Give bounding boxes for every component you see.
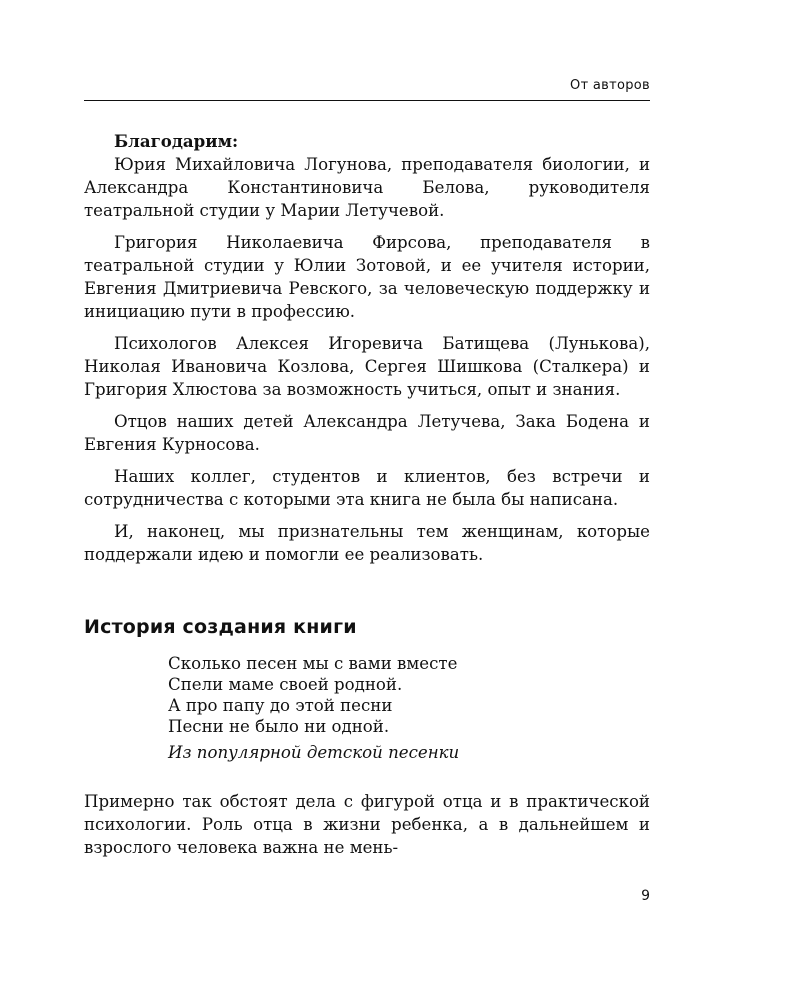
- paragraph: Наших коллег, студентов и клиентов, без встречи и сотрудничества с которыми эта книга не была бы написана.: [84, 467, 650, 509]
- epigraph: [168, 653, 459, 763]
- epigraph-line: Спели маме своей родной.: [168, 675, 403, 694]
- running-head: От авторов: [570, 78, 650, 93]
- header-rule: [84, 100, 650, 101]
- paragraph: Отцов наших детей Александра Летучева, Зака Бодена и Евгения Курносова.: [84, 412, 650, 454]
- section-heading: История создания книги: [84, 616, 357, 638]
- page-number: 9: [641, 888, 650, 904]
- epigraph-line: Сколько песен мы с вами вместе: [168, 654, 458, 673]
- epigraph-line: Песни не было ни одной.: [168, 717, 390, 736]
- acknowledgements-block: [84, 130, 650, 566]
- body-text-block: [84, 790, 650, 859]
- paragraph: И, наконец, мы признательны тем женщинам, которые поддержали идею и помогли ее реализовать.: [84, 522, 650, 564]
- epigraph-source: Из популярной детской песенки: [168, 743, 460, 762]
- paragraph: Григория Николаевича Фирсова, преподавателя в театральной студии у Юлии Зотовой, и ее учителя истории, Евгения Дмитриевича Ревского, за человеческую поддержку и инициацию пути в профессию.: [84, 233, 650, 321]
- paragraph: Психологов Алексея Игоревича Батищева (Лунькова), Николая Ивановича Козлова, Сергея Шишкова (Сталкера) и Григория Хлюстова за возможность учиться, опыт и знания.: [84, 334, 650, 399]
- paragraph: Примерно так обстоят дела с фигурой отца и в практической психологии. Роль отца в жизни ребенка, а в дальнейшем и взрослого человека важна не мень-: [84, 792, 650, 857]
- paragraph: Юрия Михайловича Логунова, преподавателя биологии, и Александра Константиновича Белова, руководителя театральной студии у Марии Летучевой.: [84, 155, 650, 220]
- epigraph-line: А про папу до этой песни: [168, 696, 393, 715]
- acknowledgements-title: Благодарим:: [114, 131, 239, 151]
